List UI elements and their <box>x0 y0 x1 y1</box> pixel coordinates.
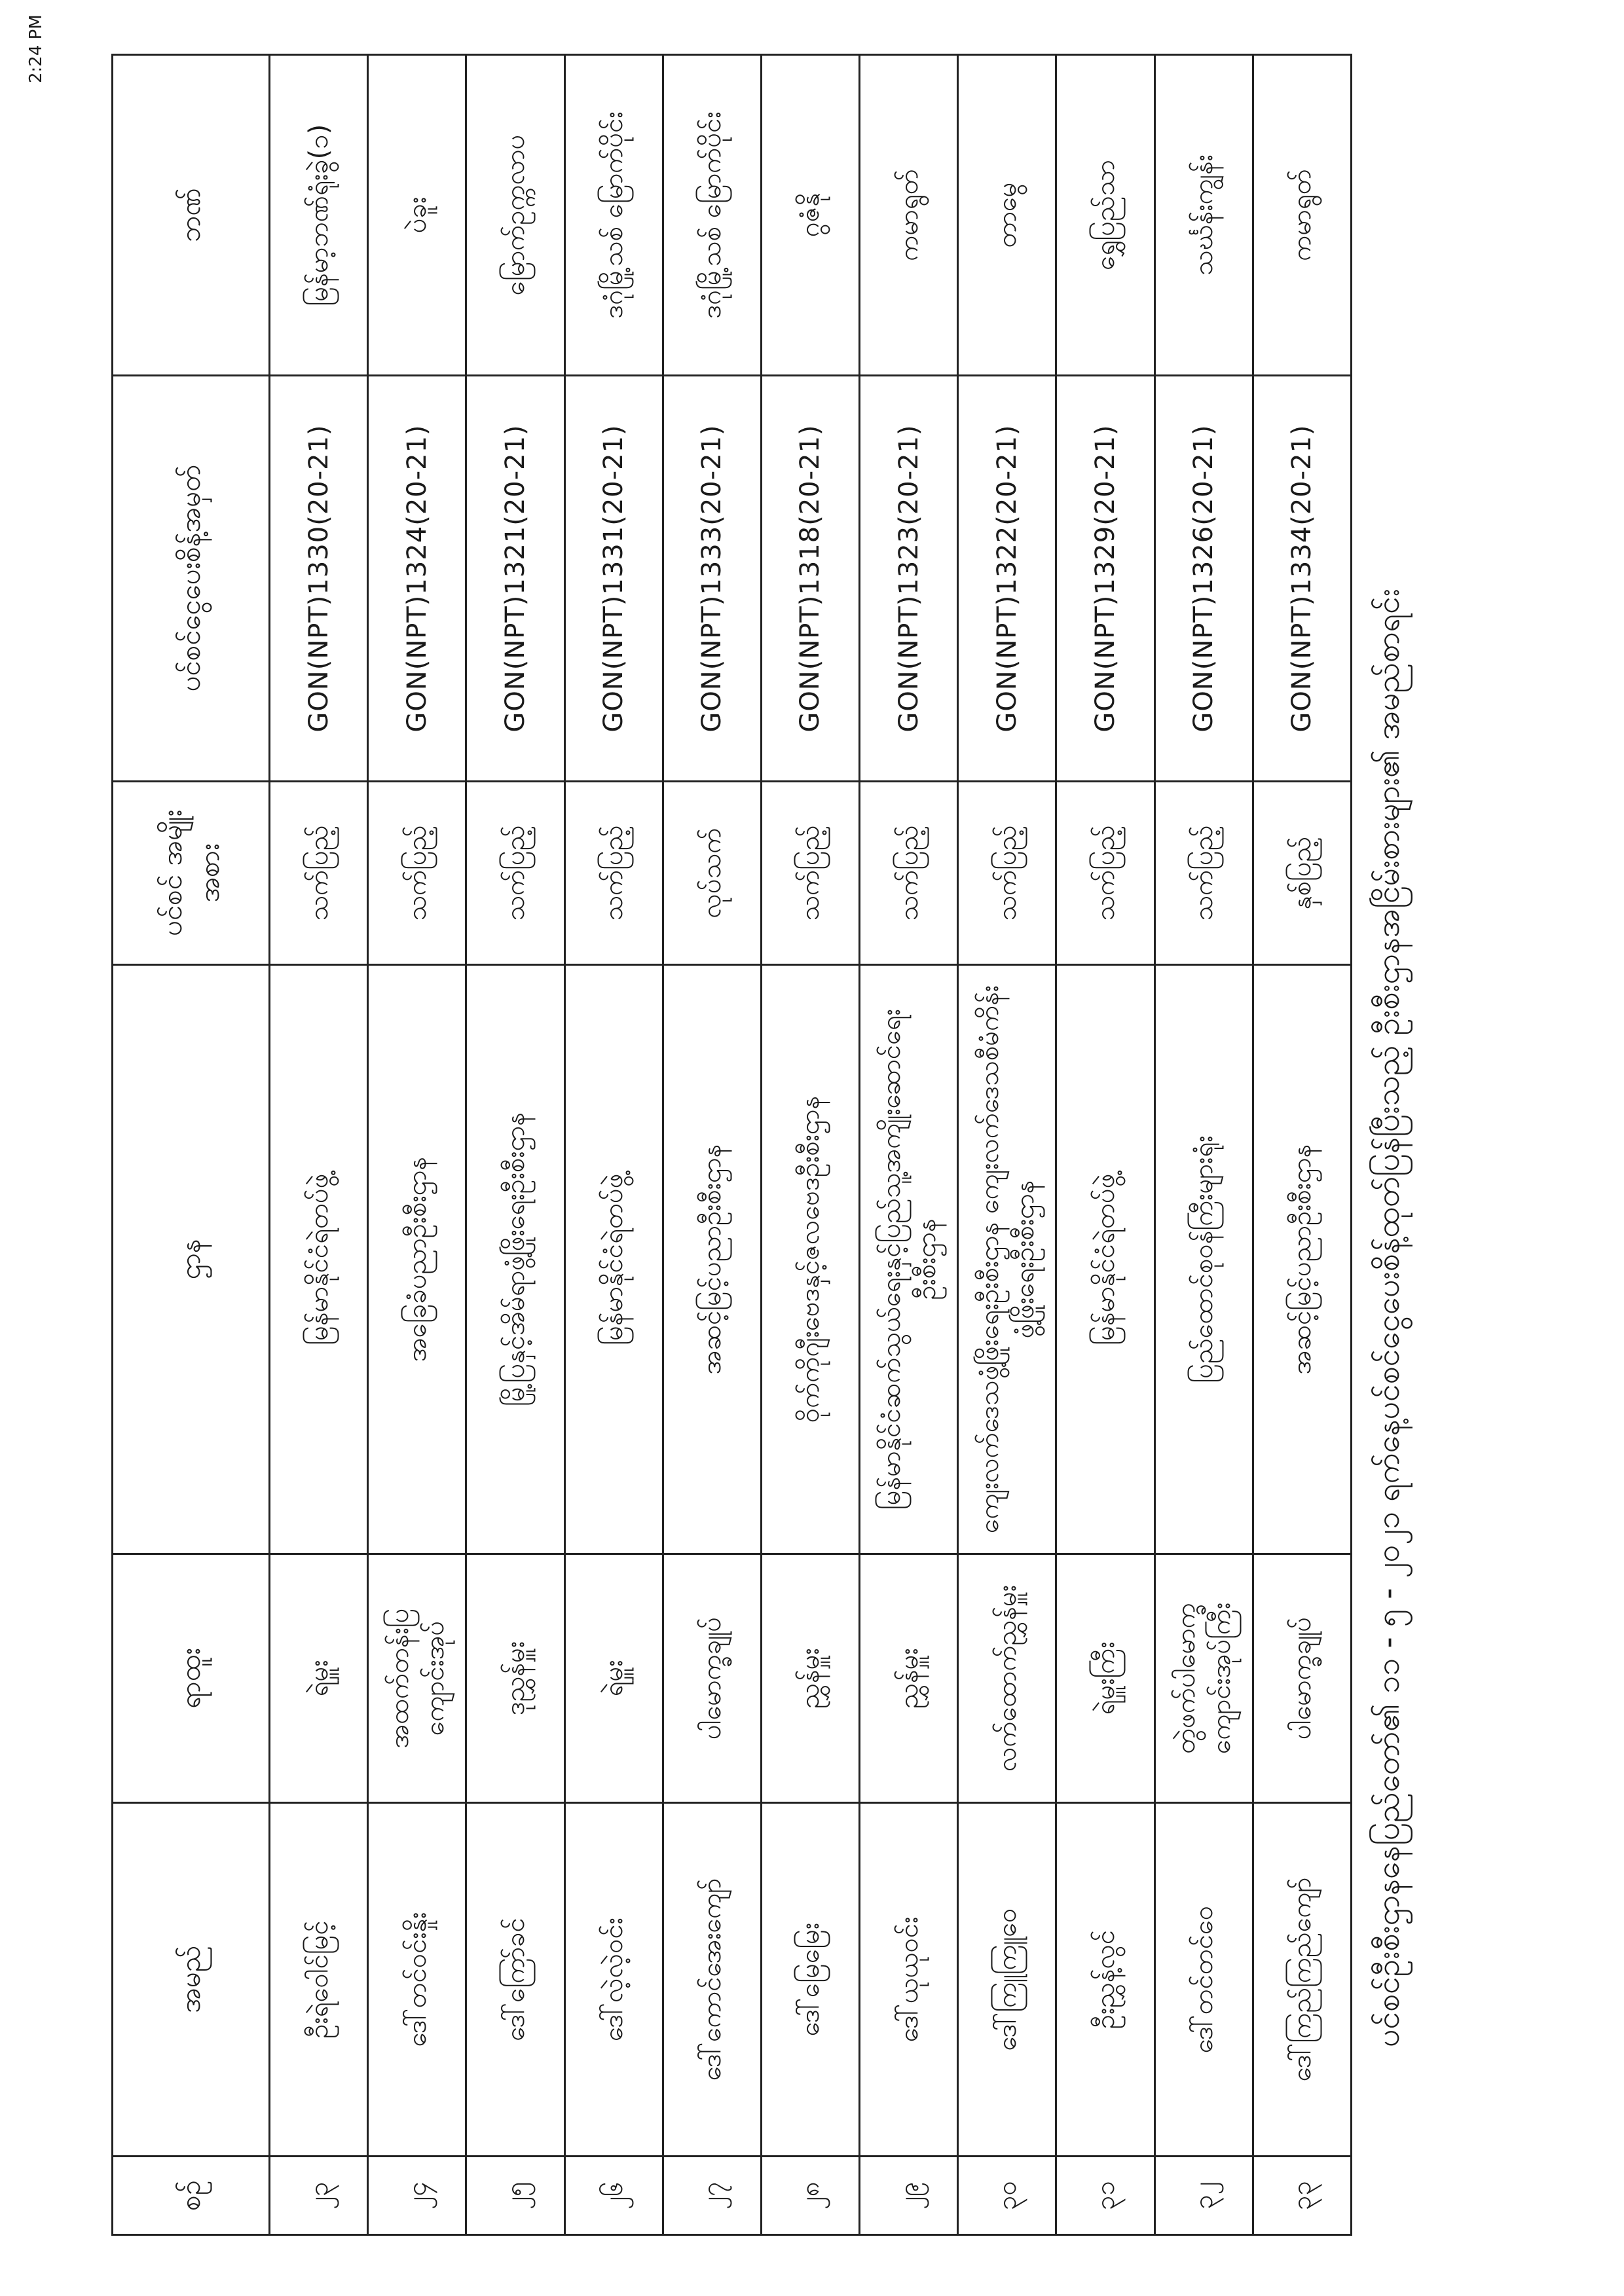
row-position: ဒုညွှန်မှူး <box>466 1554 564 1803</box>
table-row <box>466 55 564 2235</box>
row-number: ၃၂ <box>1154 2157 1253 2235</box>
table-row <box>1253 55 1351 2235</box>
row-position: အထက်တန်းပြ ကျောင်းအုပ် <box>368 1554 466 1803</box>
row-pension-type: သက်ပြည့် <box>958 782 1056 965</box>
row-pension-type: သက်ပြည့် <box>761 782 859 965</box>
row-bank: ဒဂုံမြို့သစ် မြောက်ပိုင်း <box>564 55 663 376</box>
row-number: ၂၆ <box>564 2157 663 2235</box>
row-name: ဒေါ်ကြည်ကြည်ကျော် <box>1253 1803 1351 2157</box>
row-bank: မြောက်ဥက္ကလာပ <box>466 55 564 376</box>
row-bank: ကမာရွတ် <box>1253 55 1351 376</box>
row-number: ၃၃ <box>1253 2157 1351 2235</box>
row-license-number: GON(NPT)1322(20-21) <box>958 376 1056 782</box>
row-number: ၂၄ <box>368 2157 466 2235</box>
row-department: အဆင့်မြင့်ပညာဦးစီးဌာန <box>663 965 761 1554</box>
row-name: ဦးညွှန့်လွင် <box>1056 1803 1154 2157</box>
row-position: ရဲမှူး <box>564 1554 663 1803</box>
row-name: ဒေါ်တင်တင်ဝေ <box>1154 1803 1253 2157</box>
row-bank: ဒဂုံမြို့သစ် မြောက်ပိုင်း <box>663 55 761 376</box>
row-license-number: GON(NPT)1321(20-21) <box>466 376 564 782</box>
row-name: ဒေါ်လဲ့လဲ့ဝင်း <box>564 1803 663 2157</box>
pension-table <box>111 54 1352 2236</box>
row-department: မြို့ပြနှင့်အိမ်ရာဖွံ့ဖြိုးရေးဦးစီးဌာန <box>466 965 564 1554</box>
table-row <box>368 55 466 2235</box>
table-row <box>1056 55 1154 2235</box>
header-department: ဌာန <box>113 965 270 1554</box>
row-pension-type: နှစ်ပြည့် <box>1253 782 1351 965</box>
row-bank: တာမွေ <box>958 55 1056 376</box>
row-license-number: GON(NPT)1334(20-21) <box>1253 376 1351 782</box>
row-department: ပြည်ထောင်စုဝန်ကြီးများရုံး <box>1154 965 1253 1554</box>
row-name: ဒေါ်ကောင်အေးကျော် <box>663 1803 761 2157</box>
row-department: မြန်မာနိုင်ငံရဲတပ်ဖွဲ့ <box>1056 965 1154 1554</box>
row-name: ဒေါ်တင်ဝင်းနှိုး <box>368 1803 466 2157</box>
row-number: ၂၈ <box>761 2157 859 2235</box>
row-bank: ဂွဇံနို <box>761 55 859 376</box>
row-name: ဒေါ်ကြော်ခင် <box>466 1803 564 2157</box>
table-row <box>564 55 663 2235</box>
row-position: လက်ထောက်ညွှန်မှူး <box>958 1554 1056 1803</box>
row-position: ရဲမှူးကြီး <box>1056 1554 1154 1803</box>
row-pension-type: သက်ပြည့် <box>1154 782 1253 965</box>
table-row <box>663 55 761 2235</box>
row-department: အဆင့်မြင့်ပညာဦးစီးဌာန <box>1253 965 1351 1554</box>
header-name: အမည် <box>113 1803 270 2157</box>
row-license-number: GON(NPT)1323(20-21) <box>860 376 958 782</box>
row-license-number: GON(NPT)1318(20-21) <box>761 376 859 782</box>
row-number: ၃၁ <box>1056 2157 1154 2235</box>
row-pension-type: သက်ပြည့် <box>564 782 663 965</box>
row-license-number: GON(NPT)1329(20-21) <box>1056 376 1154 782</box>
table-row <box>860 55 958 2235</box>
timestamp: 2:24 PM <box>26 14 46 83</box>
row-department: အခြေခံပညာဦးစီးဌာန <box>368 965 466 1554</box>
header-bank: ဘဏ် <box>113 55 270 376</box>
row-number: ၂၉ <box>860 2157 958 2235</box>
row-pension-type: သက်ပြည့် <box>860 782 958 965</box>
row-position: ပါမောက္ခချုပ် <box>663 1554 761 1803</box>
row-number: ၂၅ <box>466 2157 564 2235</box>
row-department: ဝိုက်ကိုဂျီးဗေဒနှင့်ဇလဗေဒဦးစီးဌာန <box>761 965 859 1554</box>
row-position: ပါမောက္ခချုပ် <box>1253 1554 1351 1803</box>
row-bank: ပဲခူး <box>368 55 466 376</box>
header-position: ရာထူး <box>113 1554 270 1803</box>
row-department: မြန်မာနိုင်ငံရဲတပ်ဖွဲ့ <box>564 965 663 1554</box>
row-bank: မြန်မာ့ဘဏ်ရုံးခွဲ(၁) <box>270 55 368 376</box>
row-license-number: GON(NPT)1331(20-21) <box>564 376 663 782</box>
table-row <box>761 55 859 2235</box>
row-position: ညွှန်မှူး <box>761 1554 859 1803</box>
page-title: ပင်စင်ဦးစီးဌာနနေပြည်တော်၏ ၁၁ - ၅ - ၂၀၂၁ ရက်နေ့ပင်စင်ငွေပေးစိန့်ထုတ်ပြန်ပြီးသည့် ဦးစီးဌာနအငြိမ်းစားများ၏ အမည်စာရင်း <box>1370 589 1407 2047</box>
row-bank: ရွှေပြည်သာ <box>1056 55 1154 376</box>
table-row <box>270 55 368 2235</box>
row-position: တွဲဖက်ပါမောက္ခ ကျောင်းအုပ်ကြီး <box>1154 1554 1253 1803</box>
row-name: ဒေါ်ယုယုဝင်း <box>860 1803 958 2157</box>
row-number: ၂၃ <box>270 2157 368 2235</box>
row-department: ကျေးလက်ဒေသဖွံ့ဖြိုးရေးဦးစီးဌာန ကျေးလက်ဒေသစီမံကိန်းဖွံ့ဖြိုးရေးဦးစီးဌာန <box>958 965 1056 1554</box>
header-pension-type: ပင်စင် အမျိုးအစား <box>113 782 270 965</box>
row-number: ၂၇ <box>663 2157 761 2235</box>
table-row <box>958 55 1056 2235</box>
row-name: ဒေါ်မြေမြေး <box>761 1803 859 2157</box>
row-license-number: GON(NPT)1326(20-21) <box>1154 376 1253 782</box>
header-no: စဉ် <box>113 2157 270 2235</box>
row-number: ၃၀ <box>958 2157 1056 2235</box>
row-department: မြန်မာနိုင်ငံရဲတပ်ဖွဲ့ <box>270 965 368 1554</box>
row-pension-type: သက်ပြည့် <box>1056 782 1154 965</box>
row-pension-type: သက်ပြည့် <box>368 782 466 965</box>
row-department: မြန်မာနိုင်ငံဆက်သွယ်ရေးနှင့်ပြည်သူ့အကျိုးဆောင်ရေး ဦးစီးဌာန <box>860 965 958 1554</box>
table-header-row <box>113 55 270 2235</box>
row-position: ရဲမှူး <box>270 1554 368 1803</box>
row-pension-type: သက်ပြည့် <box>270 782 368 965</box>
row-pension-type: လုပ်သက် <box>663 782 761 965</box>
row-license-number: GON(NPT)1330(20-21) <box>270 376 368 782</box>
row-license-number: GON(NPT)1333(20-21) <box>663 376 761 782</box>
row-name: ဦးရဲဝေါင်မြင့် <box>270 1803 368 2157</box>
row-bank: သင်္ဃန်းကျွန်း <box>1154 55 1253 376</box>
row-position: ညွှန်မှူး <box>860 1554 958 1803</box>
header-license-number: ပင်စင်ငွေပေးစိန့်အမှတ် <box>113 376 270 782</box>
row-bank: ကမာရွတ် <box>860 55 958 376</box>
row-license-number: GON(NPT)1324(20-21) <box>368 376 466 782</box>
row-pension-type: သက်ပြည့် <box>466 782 564 965</box>
row-name: ဒေါ်ကြူကြူဝေ <box>958 1803 1056 2157</box>
table-row <box>1154 55 1253 2235</box>
